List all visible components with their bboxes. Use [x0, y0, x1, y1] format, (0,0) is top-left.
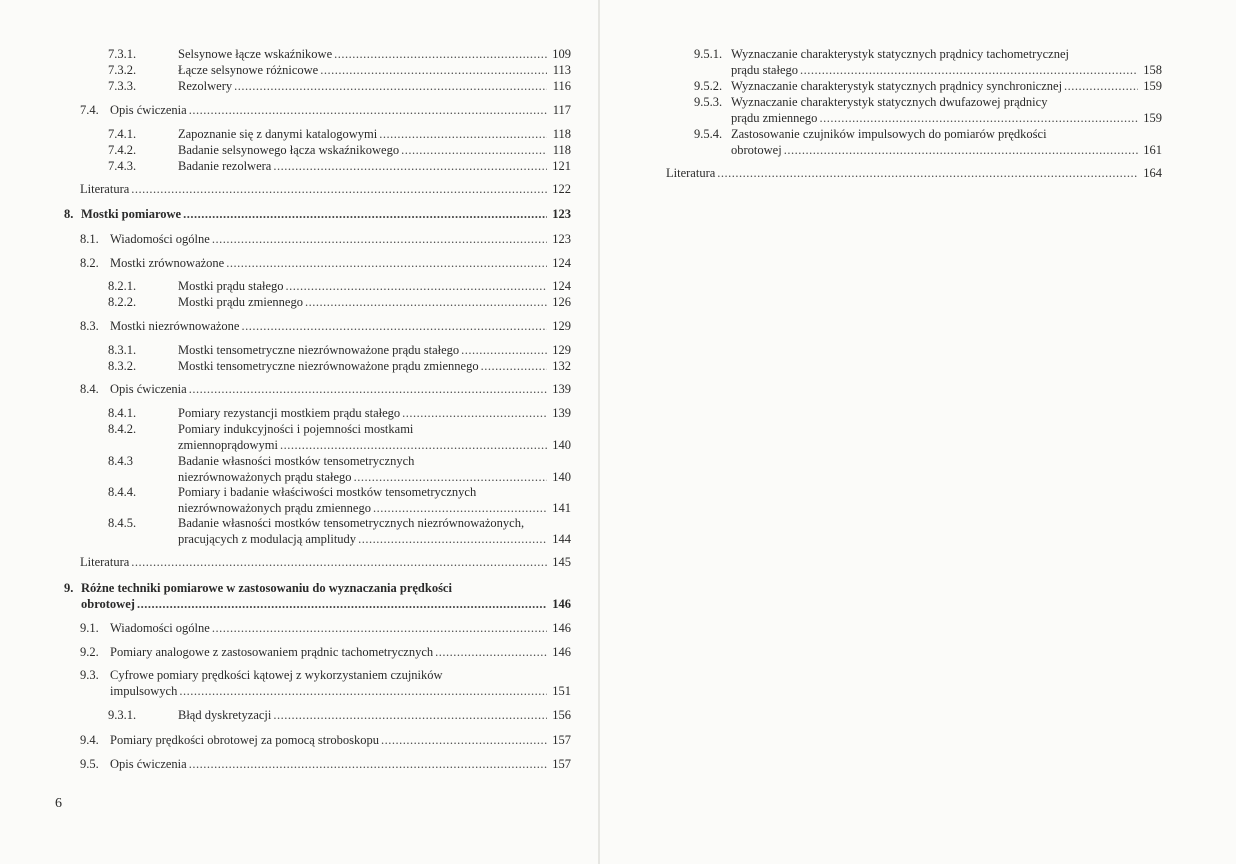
toc-number: 7.3.2. — [108, 63, 137, 77]
toc-entry-9-5-3 — [694, 95, 1162, 126]
toc-entry-9-1 — [80, 621, 571, 637]
right-page — [600, 0, 1236, 864]
toc-title-continuation: prądu stałego — [731, 62, 798, 77]
dot-leader — [334, 47, 547, 63]
toc-page-number: 113 — [552, 63, 571, 77]
toc-page-number: 117 — [552, 103, 571, 117]
toc-entry-8-4-5 — [108, 516, 571, 547]
toc-title: Literatura — [80, 182, 130, 196]
toc-title: Opis ćwiczenia — [110, 757, 187, 771]
toc-title: Pomiary rezystancji mostkiem prądu stałego — [178, 406, 401, 420]
toc-title-continuation: pracujących z modulacją amplitudy — [178, 531, 357, 546]
toc-number: 9.5.4. — [694, 127, 723, 141]
toc-page-number: 145 — [552, 555, 571, 569]
toc-page-number: 116 — [552, 79, 571, 93]
toc-title: Mostki tensometryczne niezrównoważone prądu zmiennego — [178, 359, 479, 373]
dot-leader — [273, 708, 547, 724]
toc-page-number: 124 — [552, 256, 571, 270]
toc-entry-9-3-1 — [108, 708, 571, 724]
toc-entry-9-2 — [80, 645, 571, 661]
toc-title: Mostki zrównoważone — [110, 256, 225, 270]
toc-title: Mostki niezrównoważone — [110, 319, 240, 333]
toc-title: Badanie rezolwera — [178, 159, 272, 173]
toc-title: Mostki prądu zmiennego — [178, 295, 303, 309]
toc-title-continuation: obrotowej — [81, 596, 135, 611]
dot-leader — [354, 470, 547, 486]
toc-number: 8.4.3 — [108, 454, 133, 468]
toc-page-number: 122 — [552, 182, 571, 196]
toc-number: 8.2.2. — [108, 295, 137, 309]
toc-page-number: 109 — [552, 47, 571, 61]
toc-title-continuation: niezrównoważonych prądu zmiennego — [178, 500, 371, 515]
toc-entry-7-4-2 — [108, 143, 571, 159]
toc-number: 8.3.1. — [108, 343, 137, 357]
toc-title: Mostki prądu stałego — [178, 279, 284, 293]
toc-entry-7-4-3 — [108, 159, 571, 175]
dot-leader — [800, 63, 1138, 79]
toc-title: Wyznaczanie charakterystyk statycznych dwufazowej prądnicy — [731, 95, 1048, 109]
toc-page-number: 157 — [552, 757, 571, 771]
dot-leader — [212, 232, 547, 248]
toc-title-continuation: prądu zmiennego — [731, 110, 818, 125]
toc-title: Rezolwery — [178, 79, 233, 93]
toc-entry-9-5-1 — [694, 47, 1162, 78]
toc-page-number: 124 — [552, 279, 571, 293]
left-page — [0, 0, 598, 864]
page-folio: 6 — [55, 796, 62, 811]
toc-number: 8.4.1. — [108, 406, 137, 420]
toc-entry-9 — [64, 581, 571, 612]
dot-leader — [381, 733, 547, 749]
dot-leader — [461, 343, 547, 359]
toc-title: Pomiary prędkości obrotowej za pomocą stroboskopu — [110, 733, 380, 747]
toc-page-number: 151 — [552, 683, 571, 698]
toc-entry-9-3 — [80, 668, 571, 699]
toc-number: 8.2. — [80, 256, 99, 270]
toc-page-number: 121 — [552, 159, 571, 173]
dot-leader — [226, 256, 547, 272]
toc-title: Zapoznanie się z danymi katalogowymi — [178, 127, 378, 141]
dot-leader — [189, 757, 547, 773]
toc-entry-literatura-4 — [666, 166, 1162, 182]
toc-number: 7.4. — [80, 103, 99, 117]
toc-title: Wyznaczanie charakterystyk statycznych prądnicy tachometrycznej — [731, 47, 1069, 61]
dot-leader — [1064, 79, 1138, 95]
toc-page-number: 123 — [552, 232, 571, 246]
toc-number: 7.3.3. — [108, 79, 137, 93]
toc-title: Badanie własności mostków tensometrycznych — [178, 454, 415, 468]
toc-page-number: 161 — [1143, 142, 1162, 157]
toc-page-number: 141 — [552, 500, 571, 515]
toc-number: 9.5. — [80, 757, 99, 771]
toc-title: Łącze selsynowe różnicowe — [178, 63, 319, 77]
toc-title: Zastosowanie czujników impulsowych do pomiarów prędkości — [731, 127, 1047, 141]
toc-title: Mostki pomiarowe — [81, 207, 182, 221]
toc-entry-7-4-1 — [108, 127, 571, 143]
toc-entry-8-3 — [80, 319, 571, 335]
toc-title: Wiadomości ogólne — [110, 621, 210, 635]
toc-title: Cyfrowe pomiary prędkości kątowej z wykorzystaniem czujników — [110, 668, 443, 682]
dot-leader — [819, 111, 1138, 127]
toc-title: Badanie własności mostków tensometrycznych niezrównoważonych, — [178, 516, 525, 530]
dot-leader — [373, 501, 547, 517]
toc-entry-8-2 — [80, 256, 571, 272]
toc-number: 9. — [64, 581, 74, 595]
dot-leader — [189, 382, 547, 398]
toc-entry-8-4-4 — [108, 485, 571, 516]
dot-leader — [305, 295, 547, 311]
dot-leader — [273, 159, 547, 175]
toc-title: Selsynowe łącze wskaźnikowe — [178, 47, 333, 61]
toc-number: 8.4.2. — [108, 422, 137, 436]
toc-page-number: 157 — [552, 733, 571, 747]
toc-title: Opis ćwiczenia — [110, 103, 187, 117]
dot-leader — [280, 438, 547, 454]
toc-entry-7-4 — [80, 103, 571, 119]
dot-leader — [358, 532, 547, 548]
toc-page-number: 129 — [552, 319, 571, 333]
toc-title: Różne techniki pomiarowe w zastosowaniu do wyznaczania prędkości — [81, 581, 452, 595]
toc-page-number: 146 — [552, 596, 571, 611]
toc-page-number: 144 — [552, 531, 571, 546]
dot-leader — [212, 621, 547, 637]
dot-leader — [401, 143, 547, 159]
toc-number: 7.4.1. — [108, 127, 137, 141]
dot-leader — [286, 279, 547, 295]
toc-entry-8 — [64, 207, 571, 223]
toc-entry-9-5-2 — [694, 79, 1162, 95]
dot-leader — [435, 645, 547, 661]
toc-number: 8.3.2. — [108, 359, 137, 373]
toc-entry-8-4-1 — [108, 406, 571, 422]
toc-page-number: 140 — [552, 437, 571, 452]
dot-leader — [183, 207, 547, 223]
toc-page-number: 126 — [552, 295, 571, 309]
toc-page-number: 129 — [552, 343, 571, 357]
dot-leader — [131, 182, 547, 198]
dot-leader — [402, 406, 547, 422]
toc-title: Literatura — [80, 555, 130, 569]
dot-leader — [179, 684, 547, 700]
toc-page-number: 123 — [552, 207, 571, 221]
toc-entry-8-2-2 — [108, 295, 571, 311]
toc-page-number: 146 — [552, 645, 571, 659]
toc-title: Pomiary analogowe z zastosowaniem prądnic tachometrycznych — [110, 645, 434, 659]
toc-entry-8-4-3 — [108, 454, 571, 485]
toc-number: 9.4. — [80, 733, 99, 747]
toc-number: 9.5.1. — [694, 47, 723, 61]
toc-entry-8-1 — [80, 232, 571, 248]
toc-title: Mostki tensometryczne niezrównoważone prądu stałego — [178, 343, 460, 357]
toc-number: 8.4.5. — [108, 516, 137, 530]
toc-title-continuation: niezrównoważonych prądu stałego — [178, 469, 352, 484]
dot-leader — [784, 143, 1138, 159]
toc-number: 9.5.2. — [694, 79, 723, 93]
toc-page-number: 159 — [1143, 79, 1162, 93]
toc-number: 9.3.1. — [108, 708, 137, 722]
toc-entry-8-2-1 — [108, 279, 571, 295]
toc-entry-8-4-2 — [108, 422, 571, 453]
toc-page-number: 139 — [552, 406, 571, 420]
dot-leader — [379, 127, 547, 143]
toc-number: 9.3. — [80, 668, 99, 682]
toc-number: 9.1. — [80, 621, 99, 635]
toc-page-number: 156 — [552, 708, 571, 722]
toc-entry-8-4 — [80, 382, 571, 398]
toc-number: 7.3.1. — [108, 47, 137, 61]
dot-leader — [234, 79, 547, 95]
toc-entry-9-5 — [80, 757, 571, 773]
toc-entry-9-5-4 — [694, 127, 1162, 158]
toc-number: 8.3. — [80, 319, 99, 333]
toc-entry-7-3-1 — [108, 47, 571, 63]
toc-page-number: 118 — [552, 127, 571, 141]
toc-title: Badanie selsynowego łącza wskaźnikowego — [178, 143, 400, 157]
toc-page-number: 159 — [1143, 110, 1162, 125]
toc-title-continuation: zmiennoprądowymi — [178, 437, 278, 452]
toc-entry-8-3-2 — [108, 359, 571, 375]
toc-number: 8.1. — [80, 232, 99, 246]
toc-number: 9.2. — [80, 645, 99, 659]
toc-number: 8.4.4. — [108, 485, 137, 499]
dot-leader — [320, 63, 547, 79]
toc-entry-9-4 — [80, 733, 571, 749]
dot-leader — [131, 555, 547, 571]
toc-page-number: 140 — [552, 469, 571, 484]
toc-page-number: 139 — [552, 382, 571, 396]
toc-title: Pomiary i badanie właściwości mostków tensometrycznych — [178, 485, 477, 499]
toc-title: Literatura — [666, 166, 716, 180]
toc-number: 7.4.2. — [108, 143, 137, 157]
toc-page-number: 118 — [552, 143, 571, 157]
toc-entry-7-3-2 — [108, 63, 571, 79]
toc-page-number: 146 — [552, 621, 571, 635]
toc-entry-literatura-22 — [80, 555, 571, 571]
toc-page-number: 164 — [1143, 166, 1162, 180]
toc-title: Pomiary indukcyjności i pojemności mostkami — [178, 422, 414, 436]
toc-number: 8.4. — [80, 382, 99, 396]
toc-number: 9.5.3. — [694, 95, 723, 109]
dot-leader — [137, 597, 547, 613]
dot-leader — [189, 103, 547, 119]
toc-entry-8-3-1 — [108, 343, 571, 359]
toc-entry-7-3-3 — [108, 79, 571, 95]
toc-title: Wiadomości ogólne — [110, 232, 210, 246]
toc-number: 8.2.1. — [108, 279, 137, 293]
toc-number: 7.4.3. — [108, 159, 137, 173]
dot-leader — [481, 359, 547, 375]
dot-leader — [241, 319, 547, 335]
toc-number: 8. — [64, 207, 74, 221]
toc-title: Opis ćwiczenia — [110, 382, 187, 396]
toc-title-continuation: impulsowych — [110, 683, 178, 698]
toc-page-number: 132 — [552, 359, 571, 373]
toc-page-number: 158 — [1143, 62, 1162, 77]
toc-title-continuation: obrotowej — [731, 142, 782, 157]
toc-title: Wyznaczanie charakterystyk statycznych prądnicy synchronicznej — [731, 79, 1063, 93]
dot-leader — [717, 166, 1138, 182]
toc-entry-literatura-7 — [80, 182, 571, 198]
toc-title: Błąd dyskretyzacji — [178, 708, 272, 722]
